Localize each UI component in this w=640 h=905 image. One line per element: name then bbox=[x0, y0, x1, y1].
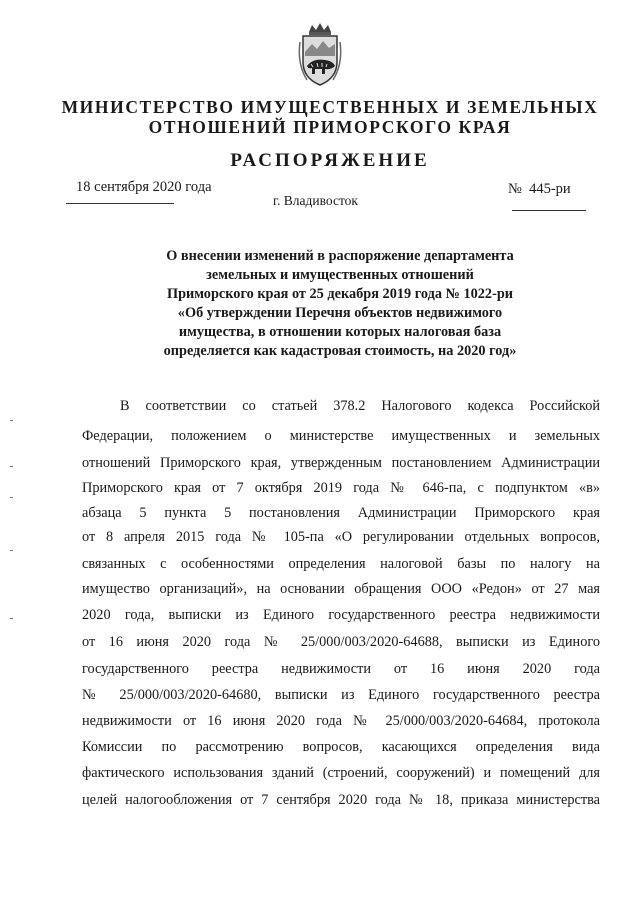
body-text-line: недвижимости от 16 июня 2020 года № 25/000/003/2020-64684, протокола bbox=[82, 713, 600, 729]
body-text-line: 2020 года, выписки из Единого государственного реестра недвижимости bbox=[82, 607, 600, 623]
body-text-line: имущество организаций», на основании обращения ООО «Редон» от 27 мая bbox=[82, 581, 600, 597]
body-text-line: абзаца 5 пункта 5 постановления Администрации Приморского края bbox=[82, 505, 600, 521]
ministry-name-line1: МИНИСТЕРСТВО ИМУЩЕСТВЕННЫХ И ЗЕМЕЛЬНЫХ bbox=[61, 97, 599, 117]
body-text-line: целей налогообложения от 7 сентября 2020 года № 18, приказа министерства bbox=[82, 792, 600, 808]
document-type-title: РАСПОРЯЖЕНИЕ bbox=[230, 150, 430, 171]
body-text-line: отношений Приморского края, утвержденным постановлением Администрации bbox=[82, 455, 600, 471]
margin-mark bbox=[10, 420, 13, 421]
body-text-line: Приморского края от 7 октября 2019 года № 646-па, с подпунктом «в» bbox=[82, 480, 600, 496]
subject-line: Приморского края от 25 декабря 2019 года № 1022-ри bbox=[166, 286, 514, 302]
body-text-line: Федерации, положением о министерстве имущественных и земельных bbox=[82, 428, 600, 444]
ministry-name-line2: ОТНОШЕНИЙ ПРИМОРСКОГО КРАЯ bbox=[148, 117, 512, 137]
margin-mark bbox=[10, 618, 13, 619]
number-underline bbox=[512, 210, 586, 211]
document-number: № 445-ри bbox=[508, 181, 571, 197]
margin-mark bbox=[10, 466, 13, 467]
document-date: 18 сентября 2020 года bbox=[76, 179, 212, 195]
subject-line: определяется как кадастровая стоимость, на 2020 год» bbox=[163, 343, 517, 359]
date-underline bbox=[66, 203, 174, 204]
body-text-line: от 8 апреля 2015 года № 105-па «О регулировании отдельных вопросов, bbox=[82, 529, 600, 545]
body-text-line: Комиссии по рассмотрению вопросов, касающихся определения вида bbox=[82, 739, 600, 755]
subject-line: «Об утверждении Перечня объектов недвижимого bbox=[177, 305, 503, 321]
coat-of-arms-icon bbox=[295, 22, 345, 88]
subject-line: имущества, в отношении которых налоговая база bbox=[178, 324, 502, 340]
body-text-line: В соответствии со статьей 378.2 Налогового кодекса Российской bbox=[120, 398, 600, 414]
body-text-line: связанных с особенностями определения налоговой базы по налогу на bbox=[82, 556, 600, 572]
body-text-line: фактического использования зданий (строений, сооружений) и помещений для bbox=[82, 765, 600, 781]
document-city: г. Владивосток bbox=[273, 193, 358, 208]
margin-mark bbox=[10, 550, 13, 551]
subject-line: О внесении изменений в распоряжение департамента bbox=[166, 248, 514, 264]
body-text-line: государственного реестра недвижимости от 16 июня 2020 года bbox=[82, 661, 600, 677]
body-text-line: от 16 июня 2020 года № 25/000/003/2020-64688, выписки из Единого bbox=[82, 634, 600, 650]
body-text-line: № 25/000/003/2020-64680, выписки из Единого государственного реестра bbox=[82, 687, 600, 703]
margin-mark bbox=[10, 497, 13, 498]
subject-line: земельных и имущественных отношений bbox=[206, 267, 474, 283]
